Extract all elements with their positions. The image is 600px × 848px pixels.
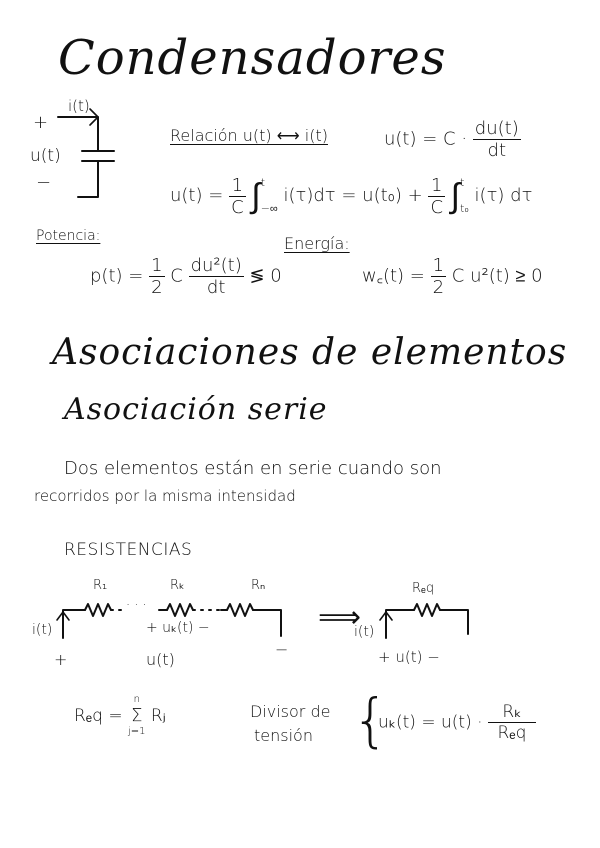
integral-sign-1: ∫ [251, 176, 261, 216]
divider-equation [378, 702, 536, 743]
power-num: du²(t) [190, 255, 242, 276]
equivalent-current-label: i(t) [354, 624, 375, 640]
equivalent-resistor-diagram [378, 590, 478, 650]
integral-sign-2: ∫ [450, 176, 461, 216]
power-den: dt [206, 277, 226, 298]
equivalence-arrow: ⟹ [318, 600, 362, 635]
power-c: C [170, 265, 183, 287]
resistor-dots: · · · [126, 598, 147, 613]
req-lhs: Rₑq = [74, 706, 123, 726]
series-total-voltage: u(t) [146, 650, 175, 669]
integral-integrand-1: i(τ)dτ = u(t₀) + [283, 185, 423, 206]
integral-upper-2: t [460, 176, 465, 189]
equivalent-req-label: Rₑq [412, 581, 435, 596]
integral-frac1-num: 1 [229, 175, 246, 197]
energy-half-num: 1 [432, 255, 445, 276]
divider-lhs: uₖ(t) = u(t) · [378, 712, 483, 733]
integral-lhs: u(t) = [170, 185, 224, 206]
energy-half-den: 2 [432, 277, 445, 298]
capacitor-minus: − [36, 172, 52, 193]
integral-frac2-den: C [430, 196, 444, 218]
req-sum-upper: n [133, 694, 140, 705]
relation-label: Relación u(t) ⟷ i(t) [170, 126, 328, 145]
resistor-r1-label: R₁ [93, 578, 108, 593]
integral-frac1 [229, 175, 246, 218]
energy-equation [362, 255, 543, 298]
resistances-heading: RESISTENCIAS [64, 540, 193, 560]
energy-rhs: C u²(t) ≥ 0 [451, 265, 543, 287]
divider-label-line2: tensión [254, 726, 313, 745]
energy-half [431, 255, 446, 298]
subtitle-asociacion-serie: Asociación serie [64, 392, 328, 427]
equivalent-voltage-label: + u(t) − [378, 648, 440, 666]
power-derivative [189, 255, 244, 298]
series-minus: − [275, 640, 289, 659]
divider-fraction [488, 702, 536, 743]
relation-den: dt [487, 140, 506, 161]
relation-lhs: u(t) = C · [384, 128, 468, 150]
divider-den: Rₑq [497, 723, 527, 743]
divider-brace: { [352, 686, 389, 754]
series-current-label: i(t) [32, 622, 53, 638]
relation-equation [384, 118, 521, 161]
req-formula [74, 694, 166, 738]
integral-equation [170, 170, 532, 222]
energy-lhs: w꜀(t) = [362, 265, 425, 287]
req-sum-lower: j=1 [127, 726, 146, 737]
divider-label-line1: Divisor de [250, 702, 331, 721]
resistor-rn-label: Rₙ [251, 578, 266, 593]
series-definition-line2: recorridos por la misma intensidad [34, 487, 296, 505]
integral-frac2 [428, 175, 445, 218]
power-lhs: p(t) = [90, 265, 144, 287]
integral-upper-1: t [260, 176, 266, 189]
power-rhs: ≶ 0 [249, 265, 282, 287]
divider-num: Rₖ [488, 702, 536, 723]
energy-label: Energía: [284, 234, 350, 253]
integral-lower-2: t₀ [460, 202, 469, 215]
capacitor-current-label: i(t) [68, 97, 90, 115]
resistor-rk-label: Rₖ [170, 578, 185, 593]
integral-frac1-den: C [231, 196, 244, 218]
integral-frac2-num: 1 [428, 175, 445, 197]
series-definition-line1: Dos elementos están en serie cuando son [64, 458, 442, 479]
integral-integrand-2: i(τ) dτ [474, 185, 533, 206]
series-uk-label: + uₖ(t) − [146, 620, 210, 636]
power-equation [90, 255, 282, 298]
integral-lower-1: −∞ [260, 202, 278, 215]
power-half-den: 2 [151, 277, 163, 298]
title-asociaciones: Asociaciones de elementos [52, 332, 568, 373]
power-label: Potencia: [36, 228, 101, 244]
power-half [149, 255, 164, 298]
req-rhs: Rⱼ [150, 706, 166, 726]
series-plus: + [54, 650, 68, 669]
req-sum-sign: Σ [131, 705, 143, 726]
relation-num: du(t) [474, 118, 519, 139]
power-half-num: 1 [151, 255, 163, 276]
relation-derivative [473, 118, 521, 161]
capacitor-voltage-label: u(t) [30, 146, 61, 166]
title-condensadores: Condensadores [58, 30, 447, 86]
capacitor-plus: + [33, 112, 49, 133]
